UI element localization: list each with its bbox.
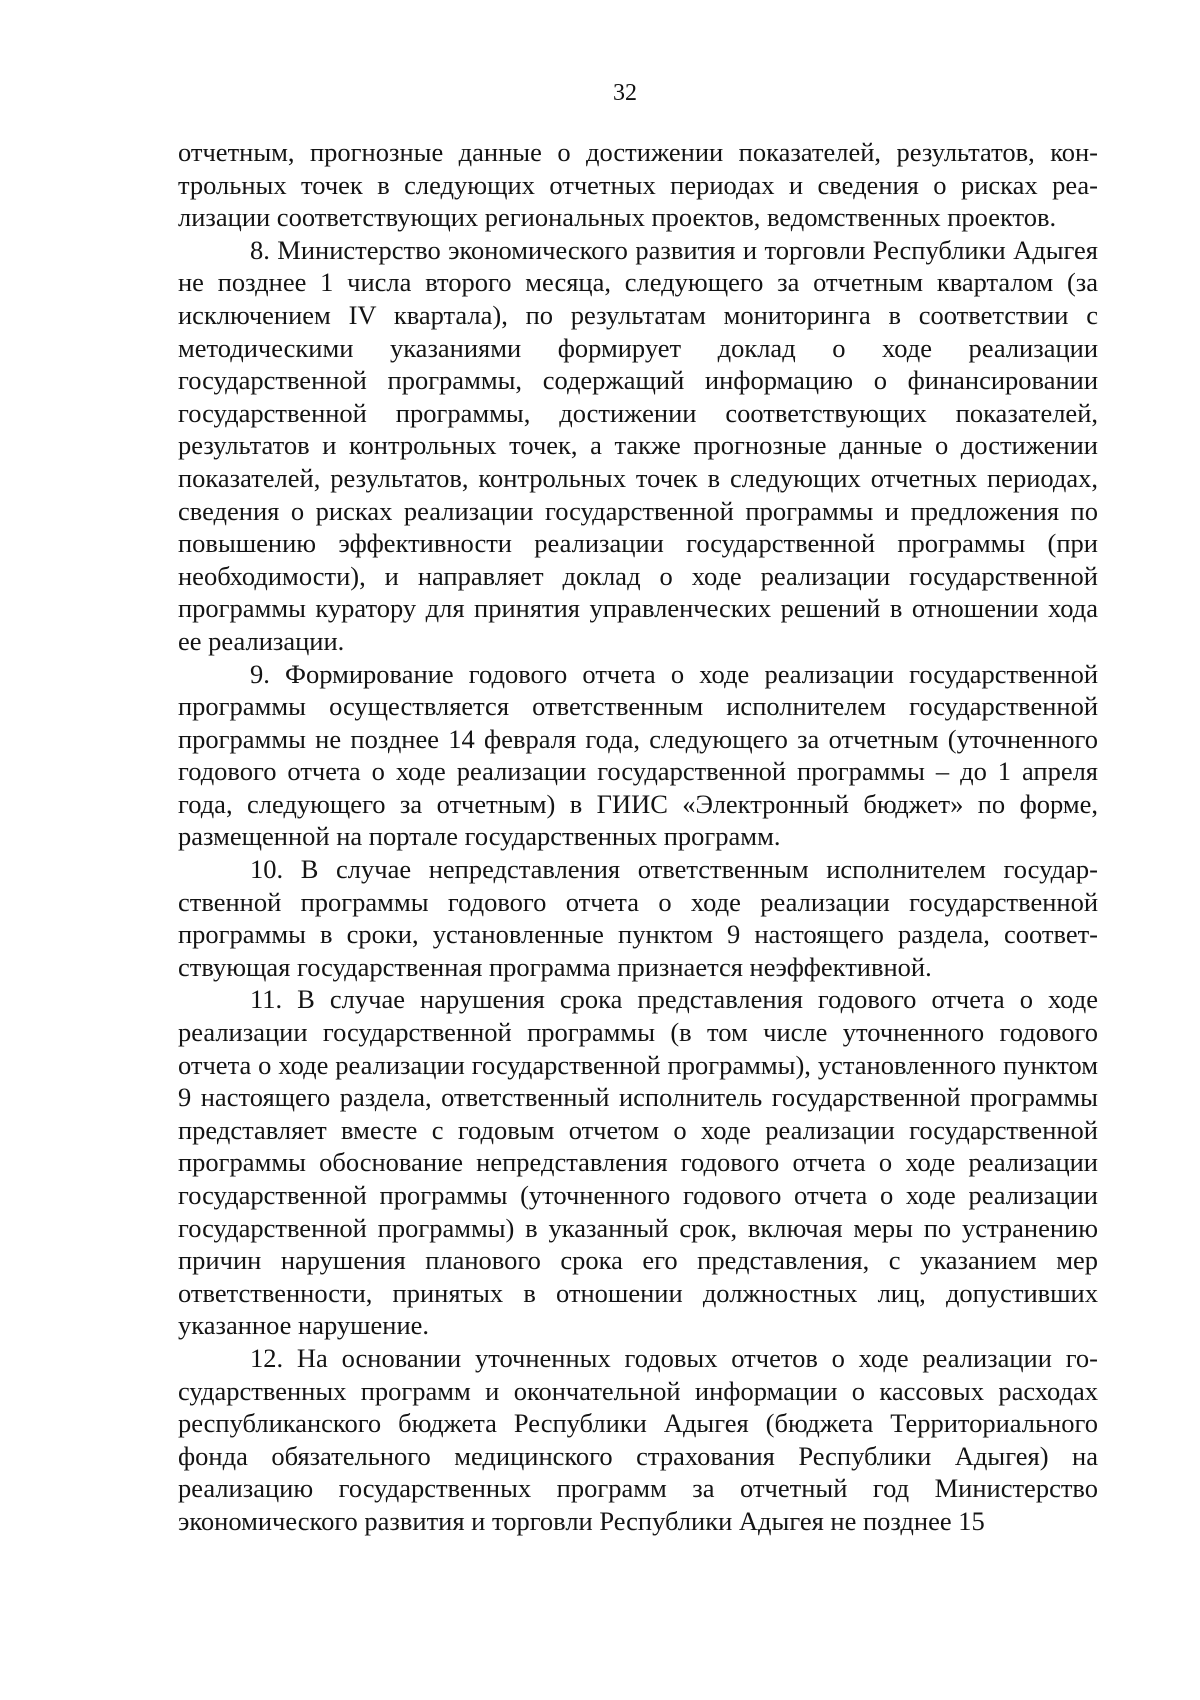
page-number: 32 [613, 80, 637, 106]
document-body [178, 136, 1098, 1538]
paragraph-item-12: 12. На основании уточненных годовых отчетов о ходе реализации государственных программ и окончательной информации о кассовых расходах республиканского бюджета Республики Адыгея (бюджета Территориального фонда обязательного медицинского страхования Республики Адыгея) на реализацию государственных программ за отчетный год Министерство экономического развития и торговли Республики Адыгея не позднее 15 [178, 1342, 1098, 1536]
paragraph-item-11: 11. В случае нарушения срока представления годового отчета о ходе реализации государственной программы (в том числе уточненного годового отчета о ходе реализации государственной программы), установленного пунктом 9 настоящего раздела, ответственный исполнитель государственной программы представляет вместе с годовым отчетом о ходе реализации государственной программы обоснование непредставления годового отчета о ходе реализации государственной программы (уточненного годового отчета о ходе реализации государственной программы) в указанный срок, включая меры по устранению причин нарушения планового срока его представления, с указанием мер ответственности, принятых в отношении должностных лиц, допустивших указанное нарушение. [178, 984, 1098, 1341]
paragraph-item-9: 9. Формирование годового отчета о ходе реализации государственной программы осуществляется ответственным исполнителем государственной программы не позднее 14 февраля года, следующего за отчетным (уточненного годового отчета о ходе реализации государственной программы – до 1 апреля года, следующего за отчетным) в ГИИС «Электронный бюджет» по форме, размещенной на портале государственных программ. [178, 658, 1098, 852]
paragraph-continued: отчетным, прогнозные данные о достижении показателей, результатов, контрольных точек в следующих отчетных периодах и сведения о рисках реализации соответствующих региональных проектов, ведомственных проектов. [178, 137, 1098, 233]
paragraph-item-10: 10. В случае непредставления ответственным исполнителем государственной программы годового отчета о ходе реализации государственной программы в сроки, установленные пунктом 9 настоящего раздела, соответствующая государственная программа признается неэффективной. [178, 854, 1098, 982]
paragraph-item-8: 8. Министерство экономического развития и торговли Республики Адыгея не позднее 1 числа второго месяца, следующего за отчетным кварталом (за исключением IV квартала), по результатам мониторинга в соответствии с методическими указаниями формирует доклад о ходе реализации государственной программы, содержащий информацию о финансировании государственной программы, достижении соответствующих показателей, результатов и контрольных точек, а также прогнозные данные о достижении показателей, результатов, контрольных точек в следующих отчетных периодах, сведения о рисках реализации государственной программы и предложения по повышению эффективности реализации государственной программы (при необходимости), и направляет доклад о ходе реализации государственной программы куратору для принятия управленческих решений в отношении хода ее реализации. [178, 234, 1098, 656]
